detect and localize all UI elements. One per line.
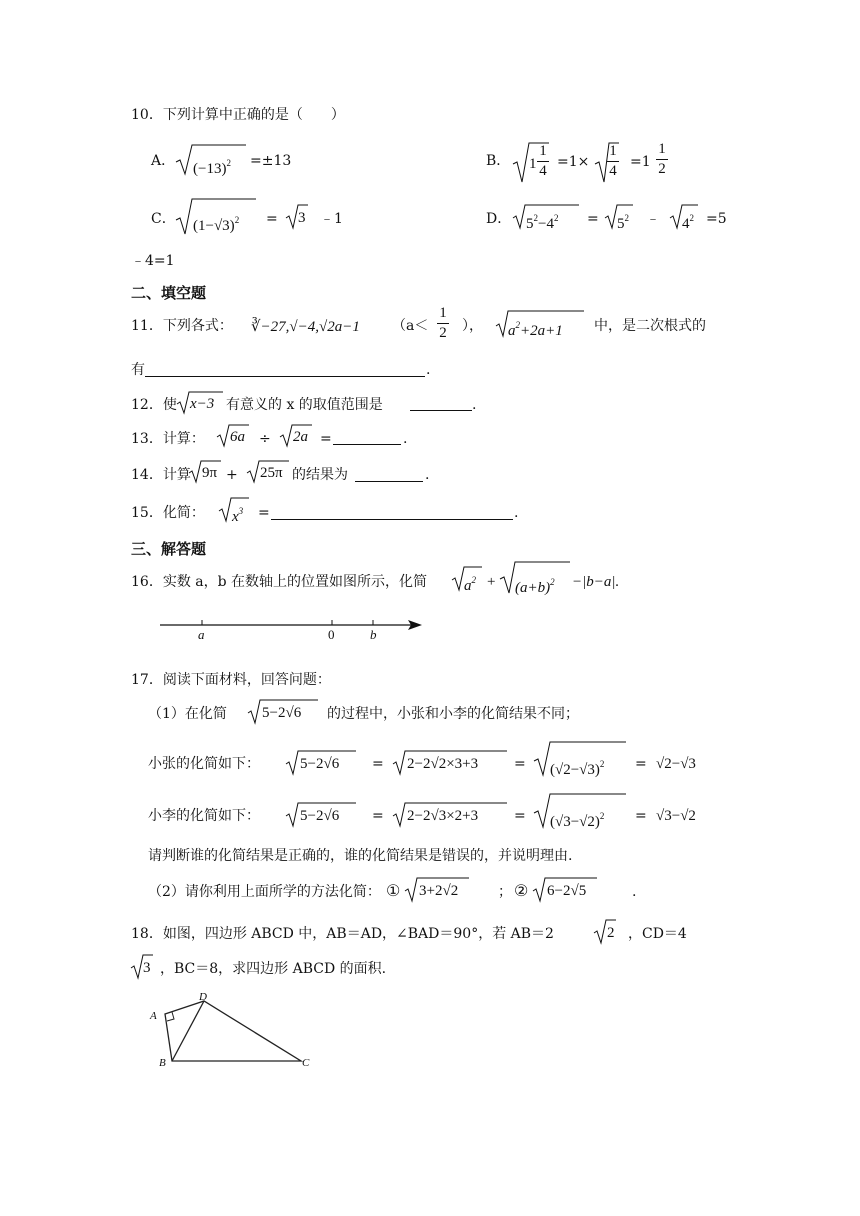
- q15-eq: =: [258, 505, 270, 521]
- q14-answer-blank[interactable]: [355, 481, 423, 482]
- q14-text-b: 的结果为: [292, 467, 348, 483]
- q11-text-a: 11．下列各式：: [131, 318, 233, 334]
- vertex-label-b: B: [159, 1057, 166, 1069]
- q17-p1b: 的过程中，小张和小李的化简结果不同；: [327, 706, 579, 722]
- q16-expr-b: +: [487, 574, 496, 590]
- q15-answer-blank[interactable]: [271, 519, 513, 520]
- q17-zhang-label: 小张的化简如下：: [148, 756, 260, 772]
- section-fill-blank-title: 二、填空题: [131, 284, 207, 302]
- q11-cond-frac: 1 2: [437, 305, 449, 342]
- vertex-label-a: A: [150, 1010, 157, 1022]
- q11-expr2: $a^2+2a+1$: [508, 320, 563, 339]
- axis-label-0: 0: [328, 627, 335, 642]
- q10-a-rhs: =±13: [250, 153, 292, 169]
- q17-zhang-eq1: =: [372, 756, 384, 772]
- q11-text-c: 有: [131, 362, 145, 378]
- q10-d-expr3: $4^2$: [682, 213, 694, 232]
- q17-li-s4: √3−√2: [656, 808, 696, 824]
- quadrilateral-outline: [165, 1001, 301, 1061]
- q17-c1r: 3+2√2: [419, 883, 459, 899]
- q17-zhang-s1: 5−2√6: [300, 756, 340, 772]
- q17-li-s1: 5−2√6: [300, 808, 340, 824]
- q10-option-b-label: B．: [486, 153, 511, 169]
- q10-d-wrap: ﹣4=1: [131, 253, 175, 269]
- q15-period: .: [514, 505, 519, 521]
- q11-cond-close: ），: [462, 318, 483, 334]
- q10-d-minus: ﹣: [646, 211, 660, 227]
- q10-b-mixed-whole: 1: [529, 156, 537, 172]
- q13-r1: 6a: [230, 429, 245, 445]
- q15-text-a: 15．化简：: [131, 505, 205, 521]
- q17-c2r: 6−2√5: [547, 883, 587, 899]
- q10-d-expr1: $5^2-4^2$: [526, 213, 559, 232]
- q16-expr-a: $a^2$: [464, 575, 476, 594]
- q16-expr-d: −|b−a|.: [572, 574, 620, 590]
- q17-zhang-eq3: =: [635, 756, 647, 772]
- q11-period: .: [426, 362, 431, 378]
- q18-line1a: 18．如图，四边形 ABCD 中，AB＝AD，∠BAD＝90°，若 AB＝2: [131, 926, 554, 942]
- q12-rad: x−3: [190, 396, 215, 412]
- q11-exprs: ∛−27,√−4,√2a−1: [251, 319, 360, 335]
- q10-stem: 10．下列计算中正确的是（ ）: [131, 107, 345, 123]
- vertex-label-d: D: [199, 991, 207, 1003]
- q17-p1a: （1）在化简: [148, 706, 227, 722]
- q14-plus: +: [226, 467, 238, 483]
- q10-b-frac-2: 1 4: [607, 143, 619, 180]
- q14-period: .: [425, 467, 430, 483]
- q18-r2: 2: [607, 925, 615, 941]
- q13-div: ÷: [259, 431, 271, 447]
- q17-li-label: 小李的化简如下：: [148, 808, 260, 824]
- q11-text-b: 中，是二次根式的: [594, 318, 706, 334]
- q18-r3: 3: [143, 960, 151, 976]
- q10-option-a-label: A．: [151, 153, 176, 169]
- q17-li-eq3: =: [635, 808, 647, 824]
- q11-answer-blank[interactable]: [145, 376, 425, 377]
- q16-text: 16．实数 a，b 在数轴上的位置如图所示，化简: [131, 574, 428, 590]
- q17-li-eq1: =: [372, 808, 384, 824]
- q17-zhang-s3: $(√2-√3)^2$: [550, 759, 605, 778]
- q17-circle-1: ①: [386, 881, 401, 900]
- quadrilateral-figure: [144, 986, 324, 1072]
- axis-label-a: a: [198, 627, 205, 642]
- q14-text-a: 14．计算: [131, 467, 191, 483]
- q10-b-frac-1: 1 4: [537, 143, 549, 180]
- axis-label-b: b: [370, 627, 377, 642]
- q14-r2: 25π: [260, 465, 283, 481]
- q10-option-c-label: C．: [151, 211, 176, 227]
- vertex-label-c: C: [302, 1057, 310, 1069]
- q12-answer-blank[interactable]: [410, 410, 472, 411]
- q17-sep: ；: [498, 884, 512, 900]
- q17-end: .: [632, 884, 637, 900]
- q17-li-s2: 2−2√3×2+3: [407, 808, 479, 824]
- q13-eq: =: [320, 431, 332, 447]
- q17-p1r: 5−2√6: [262, 705, 302, 721]
- q15-r1: $x^3$: [232, 506, 244, 525]
- q17-stem: 17．阅读下面材料，回答问题：: [131, 672, 331, 688]
- q13-answer-blank[interactable]: [333, 444, 401, 445]
- q10-a-expr: $(-13)^2$: [193, 158, 231, 177]
- q12-text-a: 12．使: [131, 397, 177, 413]
- q11-cond-open: （a＜: [392, 318, 429, 334]
- q10-c-r3: 3: [298, 210, 306, 226]
- q17-li-s3: $(√3-√2)^2$: [550, 811, 605, 830]
- q17-li-eq2: =: [514, 808, 526, 824]
- q13-period: .: [403, 431, 408, 447]
- q16-expr-c: $(a+b)^2$: [515, 577, 555, 596]
- q17-zhang-s2: 2−2√2×3+3: [407, 756, 479, 772]
- q10-b-frac-3: 1 2: [656, 141, 668, 178]
- q10-d-expr2: $5^2$: [617, 213, 629, 232]
- q14-r1: 9π: [202, 465, 218, 481]
- q10-b-rhs: =1: [630, 154, 651, 170]
- q10-d-eq: =: [587, 211, 599, 227]
- q10-c-rhs: ﹣1: [320, 211, 343, 227]
- q18-line1b: ，CD＝4: [628, 926, 687, 942]
- q17-judge: 请判断谁的化简结果是正确的，谁的化简结果是错误的，并说明理由.: [148, 848, 573, 864]
- q12-period: .: [472, 397, 477, 413]
- q13-r2: 2a: [293, 429, 308, 445]
- q10-d-rhs: =5: [706, 211, 727, 227]
- q13-text-a: 13．计算：: [131, 431, 205, 447]
- q10-c-eq: =: [266, 211, 278, 227]
- q10-b-mid: =1×: [557, 154, 590, 170]
- q12-text-b: 有意义的 x 的取值范围是: [226, 397, 383, 413]
- q17-zhang-s4: √2−√3: [656, 756, 696, 772]
- q10-c-expr: $(1-√3)^2$: [193, 215, 240, 234]
- q10-option-d-label: D．: [486, 211, 512, 227]
- q17-circle-2: ②: [514, 881, 529, 900]
- q18-line2: ，BC＝8，求四边形 ABCD 的面积.: [160, 961, 387, 977]
- q17-p2: （2）请你利用上面所学的方法化简：: [148, 884, 381, 900]
- q17-zhang-eq2: =: [514, 756, 526, 772]
- section-solve-title: 三、解答题: [131, 540, 207, 558]
